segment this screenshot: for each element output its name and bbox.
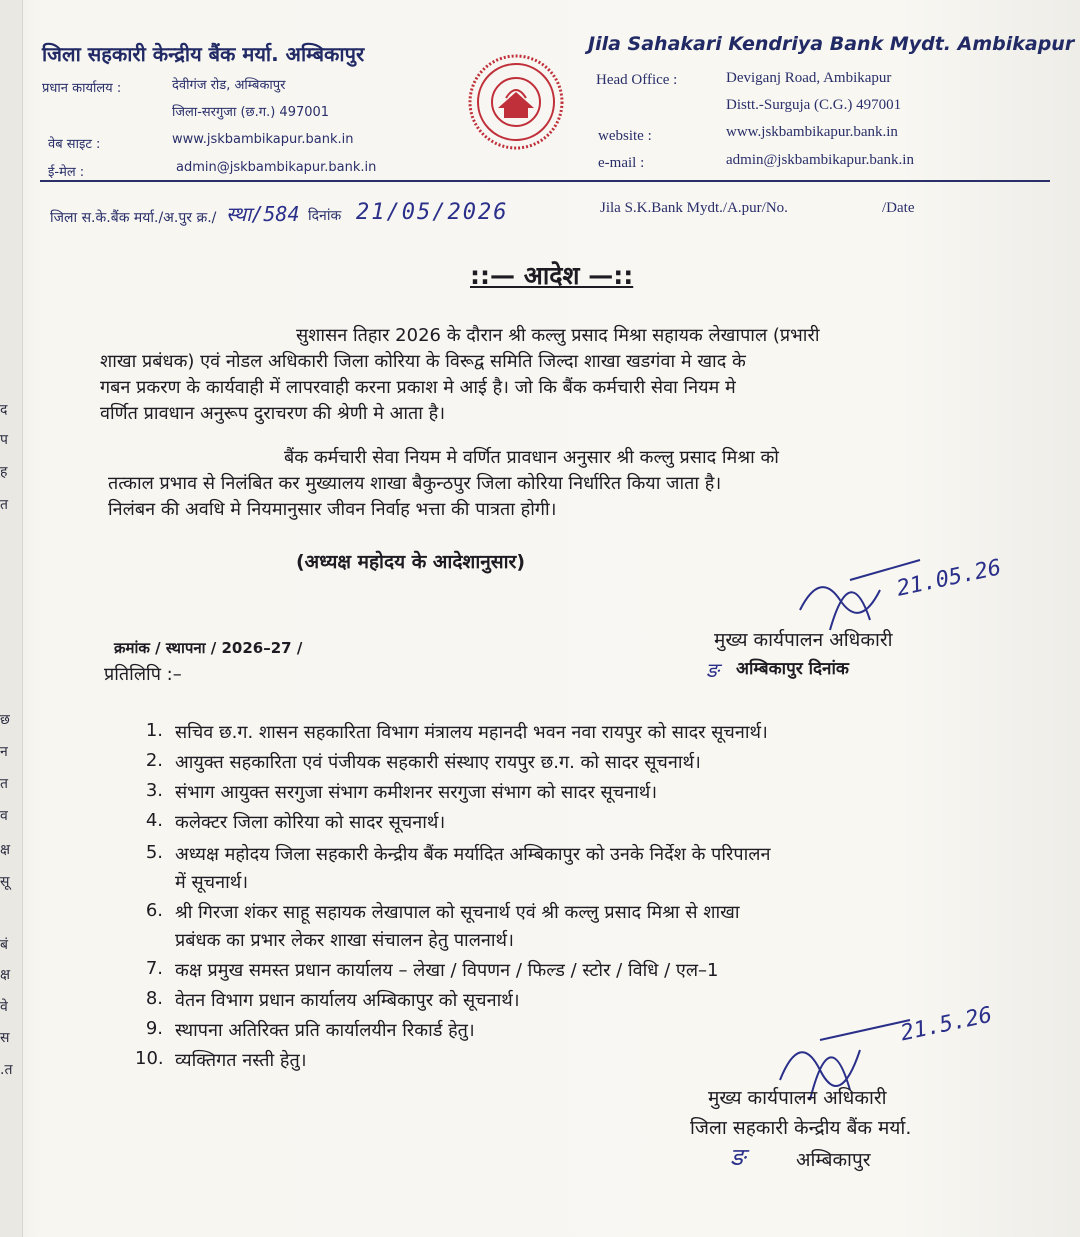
signature2-handwritten-date: 21.5.26: [898, 1002, 995, 1047]
paragraph-line: वर्णित प्रावधान अनुरूप दुराचरण की श्रेणी मे आता है।: [100, 403, 446, 424]
bank-name-hindi: जिला सहकारी केन्द्रीय बैंक मर्या. अम्बिकापुर: [42, 42, 365, 66]
left-edge-strip: द प ह त छ न त व क्ष सू बं क्ष वे स .त: [0, 0, 23, 1237]
address-line2-hindi: जिला-सरगुजा (छ.ग.) 497001: [172, 105, 330, 120]
serial-number: क्रमांक / स्थापना / 2026–27 /: [114, 639, 303, 657]
email-label-hindi: ई-मेल :: [48, 165, 85, 180]
paragraph-line: शाखा प्रबंधक) एवं नोडल अधिकारी जिला कोरिया के विरूद्व समिति जिल्दा शाखा खडगंवा मे खाद के: [100, 351, 746, 372]
address-line2-english: Distt.-Surguja (C.G.) 497001: [726, 97, 902, 113]
signature1-designation: मुख्य कार्यपालन अधिकारी: [714, 629, 893, 651]
paragraph-line: तत्काल प्रभाव से निलंबित कर मुख्यालय शाखा बैकुन्ठपुर जिला कोरिया निर्धारित किया जाता है।: [108, 473, 722, 494]
paragraph-line: बैंक कर्मचारी सेवा नियम मे वर्णित प्रावधान अनुसार श्री कल्लु प्रसाद मिश्रा को: [284, 447, 779, 468]
website-hindi: www.jskbambikapur.bank.in: [172, 132, 354, 147]
bank-seal-icon: [466, 52, 566, 152]
initial-mark-icon: ङ: [730, 1143, 746, 1171]
website-label-hindi: वेब साइट :: [48, 137, 101, 152]
by-order-of-chairman: (अध्यक्ष महोदय के आदेशानुसार): [296, 551, 526, 573]
paragraph-line: निलंबन की अवधि मे नियमानुसार जीवन निर्वाह भत्ता की पात्रता होगी।: [108, 499, 557, 520]
email-english: admin@jskbambikapur.bank.in: [726, 152, 914, 168]
signature2-bank: जिला सहकारी केन्द्रीय बैंक मर्या.: [690, 1117, 912, 1139]
copy-to-label: प्रतिलिपि :–: [104, 664, 182, 685]
address-line1-english: Deviganj Road, Ambikapur: [726, 70, 892, 86]
email-hindi: admin@jskbambikapur.bank.in: [176, 160, 377, 175]
signature2-designation: मुख्य कार्यपालन अधिकारी: [708, 1087, 887, 1109]
initial-mark-icon: ङ: [706, 658, 719, 682]
order-paragraph-2: [108, 446, 1038, 522]
website-label-english: website :: [598, 128, 652, 144]
order-title: ::— आदेश —::: [470, 261, 634, 290]
signature1-handwritten-date: 21.05.26: [894, 555, 1004, 602]
address-line1-hindi: देवीगंज रोड, अम्बिकापुर: [172, 78, 286, 93]
signature1-place-date: अम्बिकापुर दिनांक: [736, 659, 849, 679]
header-divider: [40, 180, 1050, 182]
bank-name-english: Jila Sahakari Kendriya Bank Mydt. Ambikapur: [588, 33, 1075, 55]
email-label-english: e-mail :: [598, 155, 645, 171]
reference-label-hindi: जिला स.के.बैंक मर्या./अ.पुर क्र./: [50, 210, 217, 226]
head-office-label-english: Head Office :: [596, 72, 678, 88]
paragraph-line: गबन प्रकरण के कार्यवाही में लापरवाही करना प्रकाश मे आई है। जो कि बैंक कर्मचारी सेवा नियम मे: [100, 377, 736, 398]
order-paragraph-1: [100, 324, 1035, 426]
reference-label-english: Jila S.K.Bank Mydt./A.pur/No.: [600, 200, 788, 216]
website-english: www.jskbambikapur.bank.in: [726, 124, 898, 140]
paragraph-line: सुशासन तिहार 2026 के दौरान श्री कल्लु प्रसाद मिश्रा सहायक लेखापाल (प्रभारी: [296, 325, 820, 346]
date-label-hindi: दिनांक: [308, 208, 342, 224]
head-office-label-hindi: प्रधान कार्यालय :: [42, 81, 122, 96]
reference-number-handwritten: स्था/584: [226, 202, 300, 226]
date-label-english: /Date: [882, 200, 915, 216]
signature2-place: अम्बिकापुर: [796, 1149, 871, 1171]
date-handwritten: 21/05/2026: [356, 200, 509, 225]
